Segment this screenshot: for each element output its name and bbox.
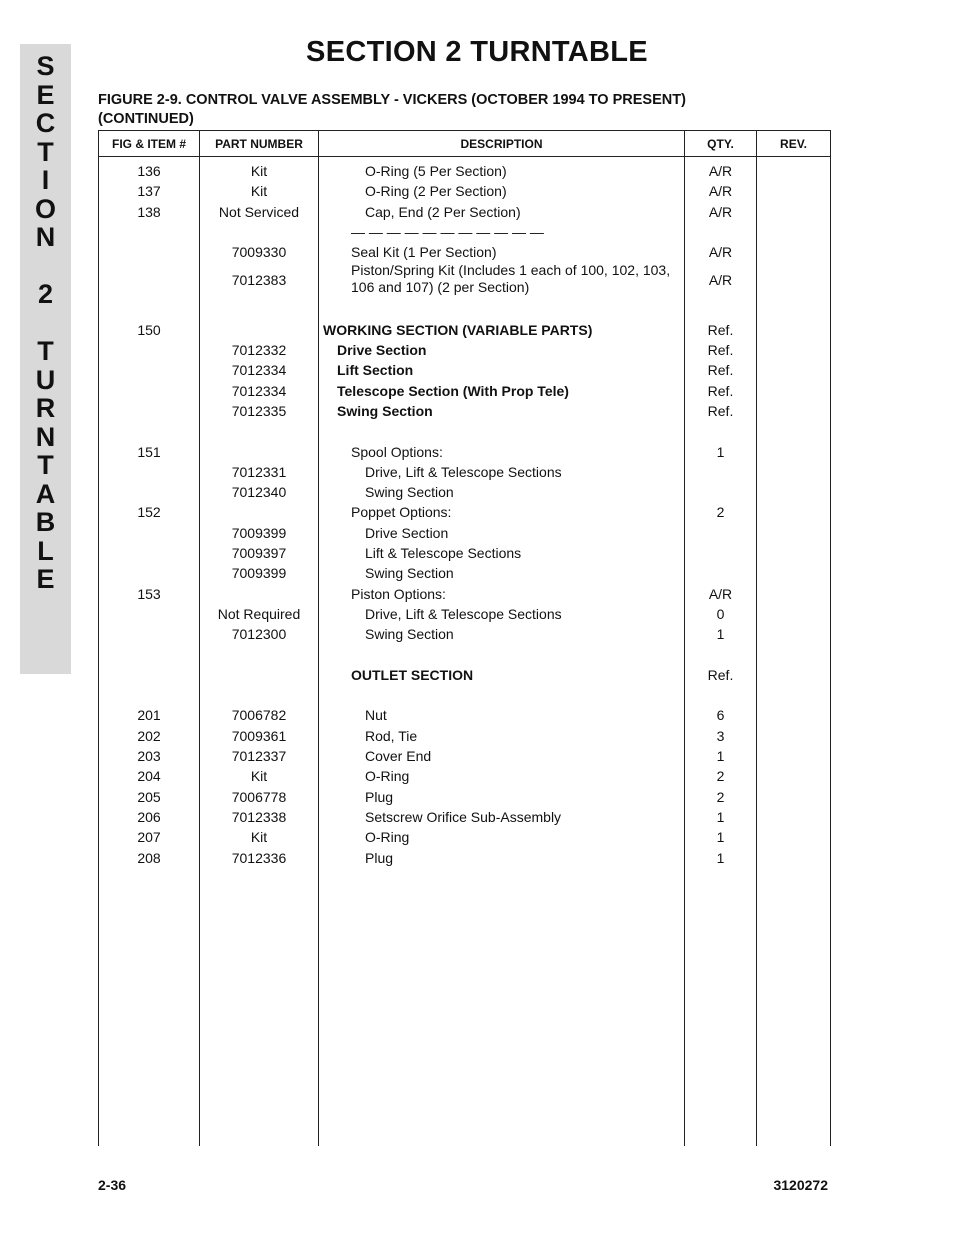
cell-qty xyxy=(685,645,756,665)
cell-description: OUTLET SECTION xyxy=(351,666,474,683)
cell-fig-item xyxy=(99,421,199,441)
cell-rev xyxy=(757,766,830,786)
cell-part-number: 7009361 xyxy=(231,727,287,744)
cell-fig-item: 136 xyxy=(137,163,161,179)
cell-fig-item xyxy=(99,604,199,624)
cell-fig-item: 208 xyxy=(137,849,161,866)
header-qty: QTY. xyxy=(685,131,757,157)
cell-rev xyxy=(757,442,830,462)
cell-description: Piston/Spring Kit (Includes 1 each of 100, 102, 103, 106 and 107) (2 per Section) xyxy=(351,262,671,296)
cell-part-number: 7009330 xyxy=(231,244,287,261)
cell-rev xyxy=(757,482,830,502)
cell-rev xyxy=(757,262,830,299)
cell-qty: 1 xyxy=(716,443,725,460)
cell-rev xyxy=(757,421,830,441)
cell-part-number: 7012331 xyxy=(231,463,287,480)
cell-rev xyxy=(757,181,830,201)
cell-description: WORKING SECTION (VARIABLE PARTS) xyxy=(323,321,593,338)
cell-rev xyxy=(757,584,830,604)
cell-part-number: 7012300 xyxy=(231,626,287,643)
cell-fig-item: 137 xyxy=(137,183,161,200)
cell-rev xyxy=(757,320,830,340)
cell-description: Piston Options: xyxy=(351,585,446,602)
cell-qty xyxy=(685,222,756,242)
cell-rev xyxy=(757,340,830,360)
cell-fig-item: 152 xyxy=(137,504,161,521)
side-tab-letter: L xyxy=(37,535,54,566)
cell-fig-item: 204 xyxy=(137,768,161,785)
cell-fig-item xyxy=(99,381,199,401)
cell-rev xyxy=(757,299,830,319)
cell-qty: A/R xyxy=(708,272,733,289)
cell-qty xyxy=(685,523,756,543)
cell-description: Plug xyxy=(365,788,394,805)
cell-rev xyxy=(757,705,830,725)
cell-part-number: 7012340 xyxy=(231,484,287,501)
cell-fig-item xyxy=(99,624,199,644)
cell-qty: 3 xyxy=(716,727,725,744)
cell-description: — — — — — — — — — — — xyxy=(351,223,544,240)
cell-description: O-Ring (5 Per Section) xyxy=(365,163,507,179)
cell-rev xyxy=(757,161,830,181)
cell-qty: A/R xyxy=(708,183,733,200)
cell-description: Swing Section xyxy=(365,626,454,643)
cell-qty: Ref. xyxy=(707,321,734,338)
cell-qty: Ref. xyxy=(707,342,734,359)
cell-part-number: 7012334 xyxy=(231,382,287,399)
cell-description: O-Ring xyxy=(365,829,410,846)
cell-part-number: 7009399 xyxy=(231,565,287,582)
cell-description xyxy=(319,421,684,441)
cell-part-number: Kit xyxy=(250,163,268,179)
cell-rev xyxy=(757,848,830,868)
side-tab-letter: E xyxy=(36,79,55,110)
cell-qty: 1 xyxy=(716,626,725,643)
side-tab-letter: T xyxy=(37,136,54,167)
cell-description xyxy=(319,645,684,665)
cell-part-number: 7012383 xyxy=(231,272,287,289)
cell-fig-item: 201 xyxy=(137,707,161,724)
table-header-row xyxy=(99,131,831,157)
cell-part-number xyxy=(200,299,318,319)
cell-fig-item xyxy=(99,262,199,299)
cell-rev xyxy=(757,726,830,746)
cell-fig-item xyxy=(99,665,199,685)
cell-qty: 0 xyxy=(716,605,725,622)
side-tab-letter: R xyxy=(35,393,56,423)
cell-fig-item: 206 xyxy=(137,808,161,825)
cell-fig-item xyxy=(99,360,199,380)
cell-rev xyxy=(757,222,830,242)
cell-fig-item xyxy=(99,222,199,242)
cell-description: Drive Section xyxy=(365,524,449,541)
page-title: SECTION 2 TURNTABLE xyxy=(306,36,648,68)
cell-part-number xyxy=(200,320,318,340)
cell-qty xyxy=(685,543,756,563)
cell-description xyxy=(319,685,684,705)
cell-qty: 1 xyxy=(716,849,725,866)
figure-title xyxy=(98,91,798,129)
cell-part-number: Kit xyxy=(250,829,268,846)
cell-description: Swing Section xyxy=(365,565,454,582)
cell-qty: 2 xyxy=(716,768,725,785)
cell-fig-item: 153 xyxy=(137,585,161,602)
cell-part-number: 7009397 xyxy=(231,545,287,562)
qty-column xyxy=(685,157,757,1147)
cell-part-number xyxy=(200,421,318,441)
cell-fig-item xyxy=(99,242,199,262)
figure-title-line1: FIGURE 2-9. CONTROL VALVE ASSEMBLY - VICKERS (OCTOBER 1994 TO PRESENT) xyxy=(98,92,686,108)
cell-part-number xyxy=(200,222,318,242)
side-tab-letter: B xyxy=(35,507,56,537)
cell-part-number: Not Serviced xyxy=(218,203,300,220)
cell-fig-item xyxy=(99,523,199,543)
side-tab-letter: U xyxy=(35,364,56,395)
cell-part-number: 7012338 xyxy=(231,808,287,825)
cell-rev xyxy=(757,401,830,421)
cell-rev xyxy=(757,746,830,766)
cell-fig-item xyxy=(99,401,199,421)
cell-rev xyxy=(757,381,830,401)
header-part-number: PART NUMBER xyxy=(200,131,319,157)
part-number-column xyxy=(200,157,319,1147)
cell-qty: 1 xyxy=(716,808,725,825)
cell-qty: 2 xyxy=(716,788,725,805)
cell-qty xyxy=(685,421,756,441)
cell-part-number: 7012335 xyxy=(231,402,287,419)
cell-fig-item: 150 xyxy=(137,321,161,338)
cell-rev xyxy=(757,502,830,522)
side-tab-letter: A xyxy=(35,478,56,509)
side-tab-letter: T xyxy=(37,336,54,366)
side-tab-letter: E xyxy=(36,564,55,594)
header-rev: REV. xyxy=(757,131,831,157)
cell-part-number xyxy=(200,665,318,685)
side-tab-letter: N xyxy=(35,421,56,452)
cell-part-number xyxy=(200,442,318,462)
cell-part-number: Not Required xyxy=(217,605,301,622)
cell-rev xyxy=(757,563,830,583)
cell-part-number xyxy=(200,685,318,705)
cell-qty: Ref. xyxy=(707,402,734,419)
cell-description: Seal Kit (1 Per Section) xyxy=(351,244,497,261)
cell-description: Drive, Lift & Telescope Sections xyxy=(365,605,562,622)
cell-description: Drive Section xyxy=(337,342,427,359)
cell-description: O-Ring xyxy=(365,768,410,785)
cell-qty: A/R xyxy=(708,163,733,179)
cell-fig-item: 207 xyxy=(137,829,161,846)
cell-qty: Ref. xyxy=(707,382,734,399)
cell-description: Plug xyxy=(365,849,394,866)
cell-description: Lift Section xyxy=(337,362,414,379)
header-description: DESCRIPTION xyxy=(319,131,685,157)
cell-rev xyxy=(757,543,830,563)
cell-rev xyxy=(757,827,830,847)
cell-qty: 6 xyxy=(716,707,725,724)
cell-part-number xyxy=(200,502,318,522)
cell-part-number: 7006782 xyxy=(231,707,287,724)
cell-rev xyxy=(757,360,830,380)
parts-table xyxy=(98,130,831,1146)
cell-fig-item xyxy=(99,543,199,563)
header-fig-item: FIG & ITEM # xyxy=(99,131,200,157)
page-number: 2-36 xyxy=(98,1177,127,1193)
side-tab-letters xyxy=(20,52,71,594)
cell-part-number xyxy=(200,645,318,665)
cell-rev xyxy=(757,202,830,222)
side-tab-letter: N xyxy=(35,222,56,252)
cell-description: Swing Section xyxy=(365,484,454,501)
cell-qty: 1 xyxy=(716,829,725,846)
cell-fig-item xyxy=(99,299,199,319)
cell-qty: A/R xyxy=(708,244,733,261)
cell-rev xyxy=(757,523,830,543)
cell-part-number: 7012336 xyxy=(231,849,287,866)
cell-fig-item xyxy=(99,685,199,705)
cell-description: Cover End xyxy=(365,748,432,765)
cell-fig-item xyxy=(99,340,199,360)
cell-description: Telescope Section (With Prop Tele) xyxy=(337,382,569,399)
cell-rev xyxy=(757,807,830,827)
cell-rev xyxy=(757,604,830,624)
cell-qty xyxy=(685,685,756,705)
cell-description: Drive, Lift & Telescope Sections xyxy=(365,463,562,480)
cell-fig-item xyxy=(99,645,199,665)
cell-qty: 1 xyxy=(716,748,725,765)
cell-description: Swing Section xyxy=(337,402,433,419)
cell-rev xyxy=(757,685,830,705)
cell-fig-item: 138 xyxy=(137,203,161,220)
table-body-row xyxy=(99,157,831,1147)
cell-description xyxy=(319,299,684,319)
cell-description: Setscrew Orifice Sub-Assembly xyxy=(365,808,562,825)
cell-description: Spool Options: xyxy=(351,443,443,460)
cell-description: Cap, End (2 Per Section) xyxy=(365,203,521,220)
cell-rev xyxy=(757,665,830,685)
cell-fig-item xyxy=(99,563,199,583)
cell-rev xyxy=(757,787,830,807)
cell-rev xyxy=(757,645,830,665)
cell-qty: Ref. xyxy=(707,362,734,379)
cell-fig-item xyxy=(99,462,199,482)
fig-item-column xyxy=(99,157,200,1147)
cell-qty xyxy=(685,299,756,319)
cell-description: Rod, Tie xyxy=(365,727,418,744)
side-tab-letter: I xyxy=(41,165,50,195)
description-column xyxy=(319,157,685,1147)
cell-description: O-Ring (2 Per Section) xyxy=(365,183,507,200)
cell-part-number: Kit xyxy=(250,183,268,200)
cell-description: Lift & Telescope Sections xyxy=(365,545,522,562)
cell-rev xyxy=(757,462,830,482)
cell-rev xyxy=(757,624,830,644)
cell-qty: A/R xyxy=(708,203,733,220)
cell-fig-item: 203 xyxy=(137,748,161,765)
cell-fig-item xyxy=(99,482,199,502)
document-number: 3120272 xyxy=(773,1177,828,1193)
cell-qty: Ref. xyxy=(707,666,734,683)
cell-qty xyxy=(685,462,756,482)
cell-fig-item: 151 xyxy=(137,443,161,460)
cell-part-number: 7009399 xyxy=(231,524,287,541)
cell-qty xyxy=(685,563,756,583)
figure-title-line2: (CONTINUED) xyxy=(98,111,194,127)
side-tab-letter: C xyxy=(35,108,56,138)
cell-description: Poppet Options: xyxy=(351,504,452,521)
rev-column xyxy=(757,157,831,1147)
cell-part-number: 7006778 xyxy=(231,788,287,805)
cell-part-number: Kit xyxy=(250,768,268,785)
section-side-tab xyxy=(20,44,71,674)
cell-qty: 2 xyxy=(716,504,725,521)
cell-fig-item: 202 xyxy=(137,727,161,744)
cell-part-number: 7012334 xyxy=(231,362,287,379)
side-tab-letter: T xyxy=(37,450,54,480)
cell-description: Nut xyxy=(365,707,387,724)
cell-part-number: 7012337 xyxy=(231,748,287,765)
side-tab-letter: S xyxy=(36,51,55,81)
cell-part-number xyxy=(200,584,318,604)
cell-rev xyxy=(757,242,830,262)
side-tab-letter: O xyxy=(34,193,56,224)
cell-qty: A/R xyxy=(708,585,733,602)
cell-part-number: 7012332 xyxy=(231,342,287,359)
cell-fig-item: 205 xyxy=(137,788,161,805)
side-tab-letter: 2 xyxy=(37,279,54,309)
cell-qty xyxy=(685,482,756,502)
